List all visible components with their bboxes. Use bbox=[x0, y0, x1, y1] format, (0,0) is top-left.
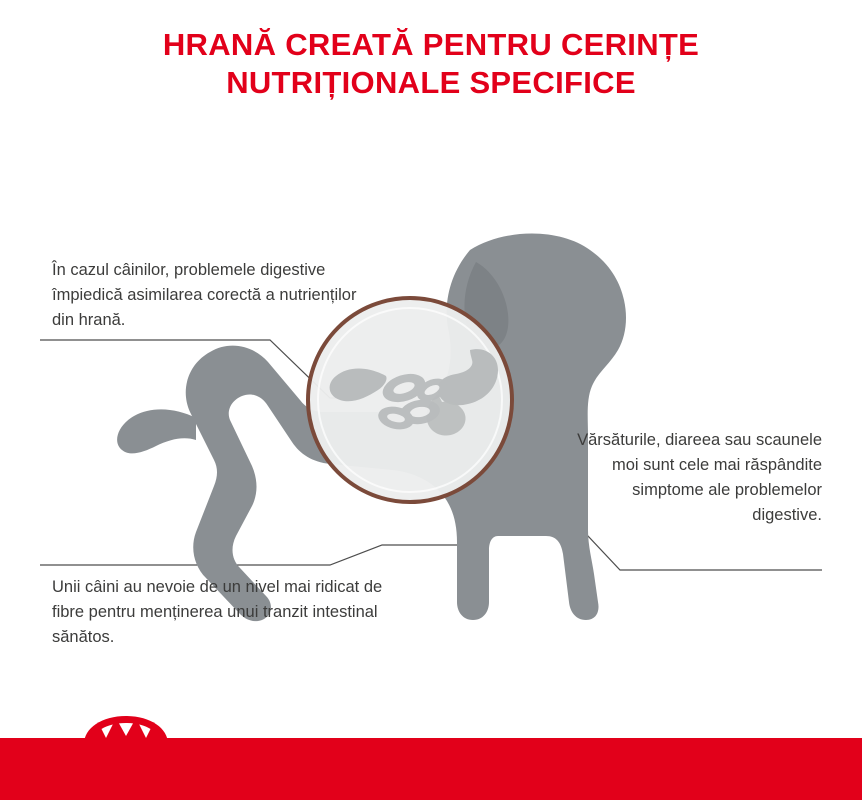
callout-text: În cazul câinilor, problemele digestive împiedică asimilarea corectă a nutrienților din hrană. bbox=[52, 261, 357, 329]
page-title bbox=[0, 26, 862, 102]
royal-canin-logo bbox=[74, 708, 178, 782]
callout-text: Unii câini au nevoie de un nivel mai ridicat de fibre pentru menținerea unui tranzit intestinal sănătos. bbox=[52, 578, 383, 646]
callout-fibre-transit bbox=[52, 575, 412, 650]
callout-text: Vărsăturile, diareea sau scaunele moi sunt cele mai răspândite simptome ale problemelor digestive. bbox=[577, 431, 822, 524]
page-title-line-2: NUTRIȚIONALE SPECIFICE bbox=[226, 65, 636, 100]
leader-line-bottom-left bbox=[40, 545, 470, 565]
callout-digestive-symptoms bbox=[560, 428, 822, 528]
page-title-line-1: HRANĂ CREATĂ PENTRU CERINȚE bbox=[162, 27, 700, 62]
callout-digestive-absorption bbox=[52, 258, 372, 333]
